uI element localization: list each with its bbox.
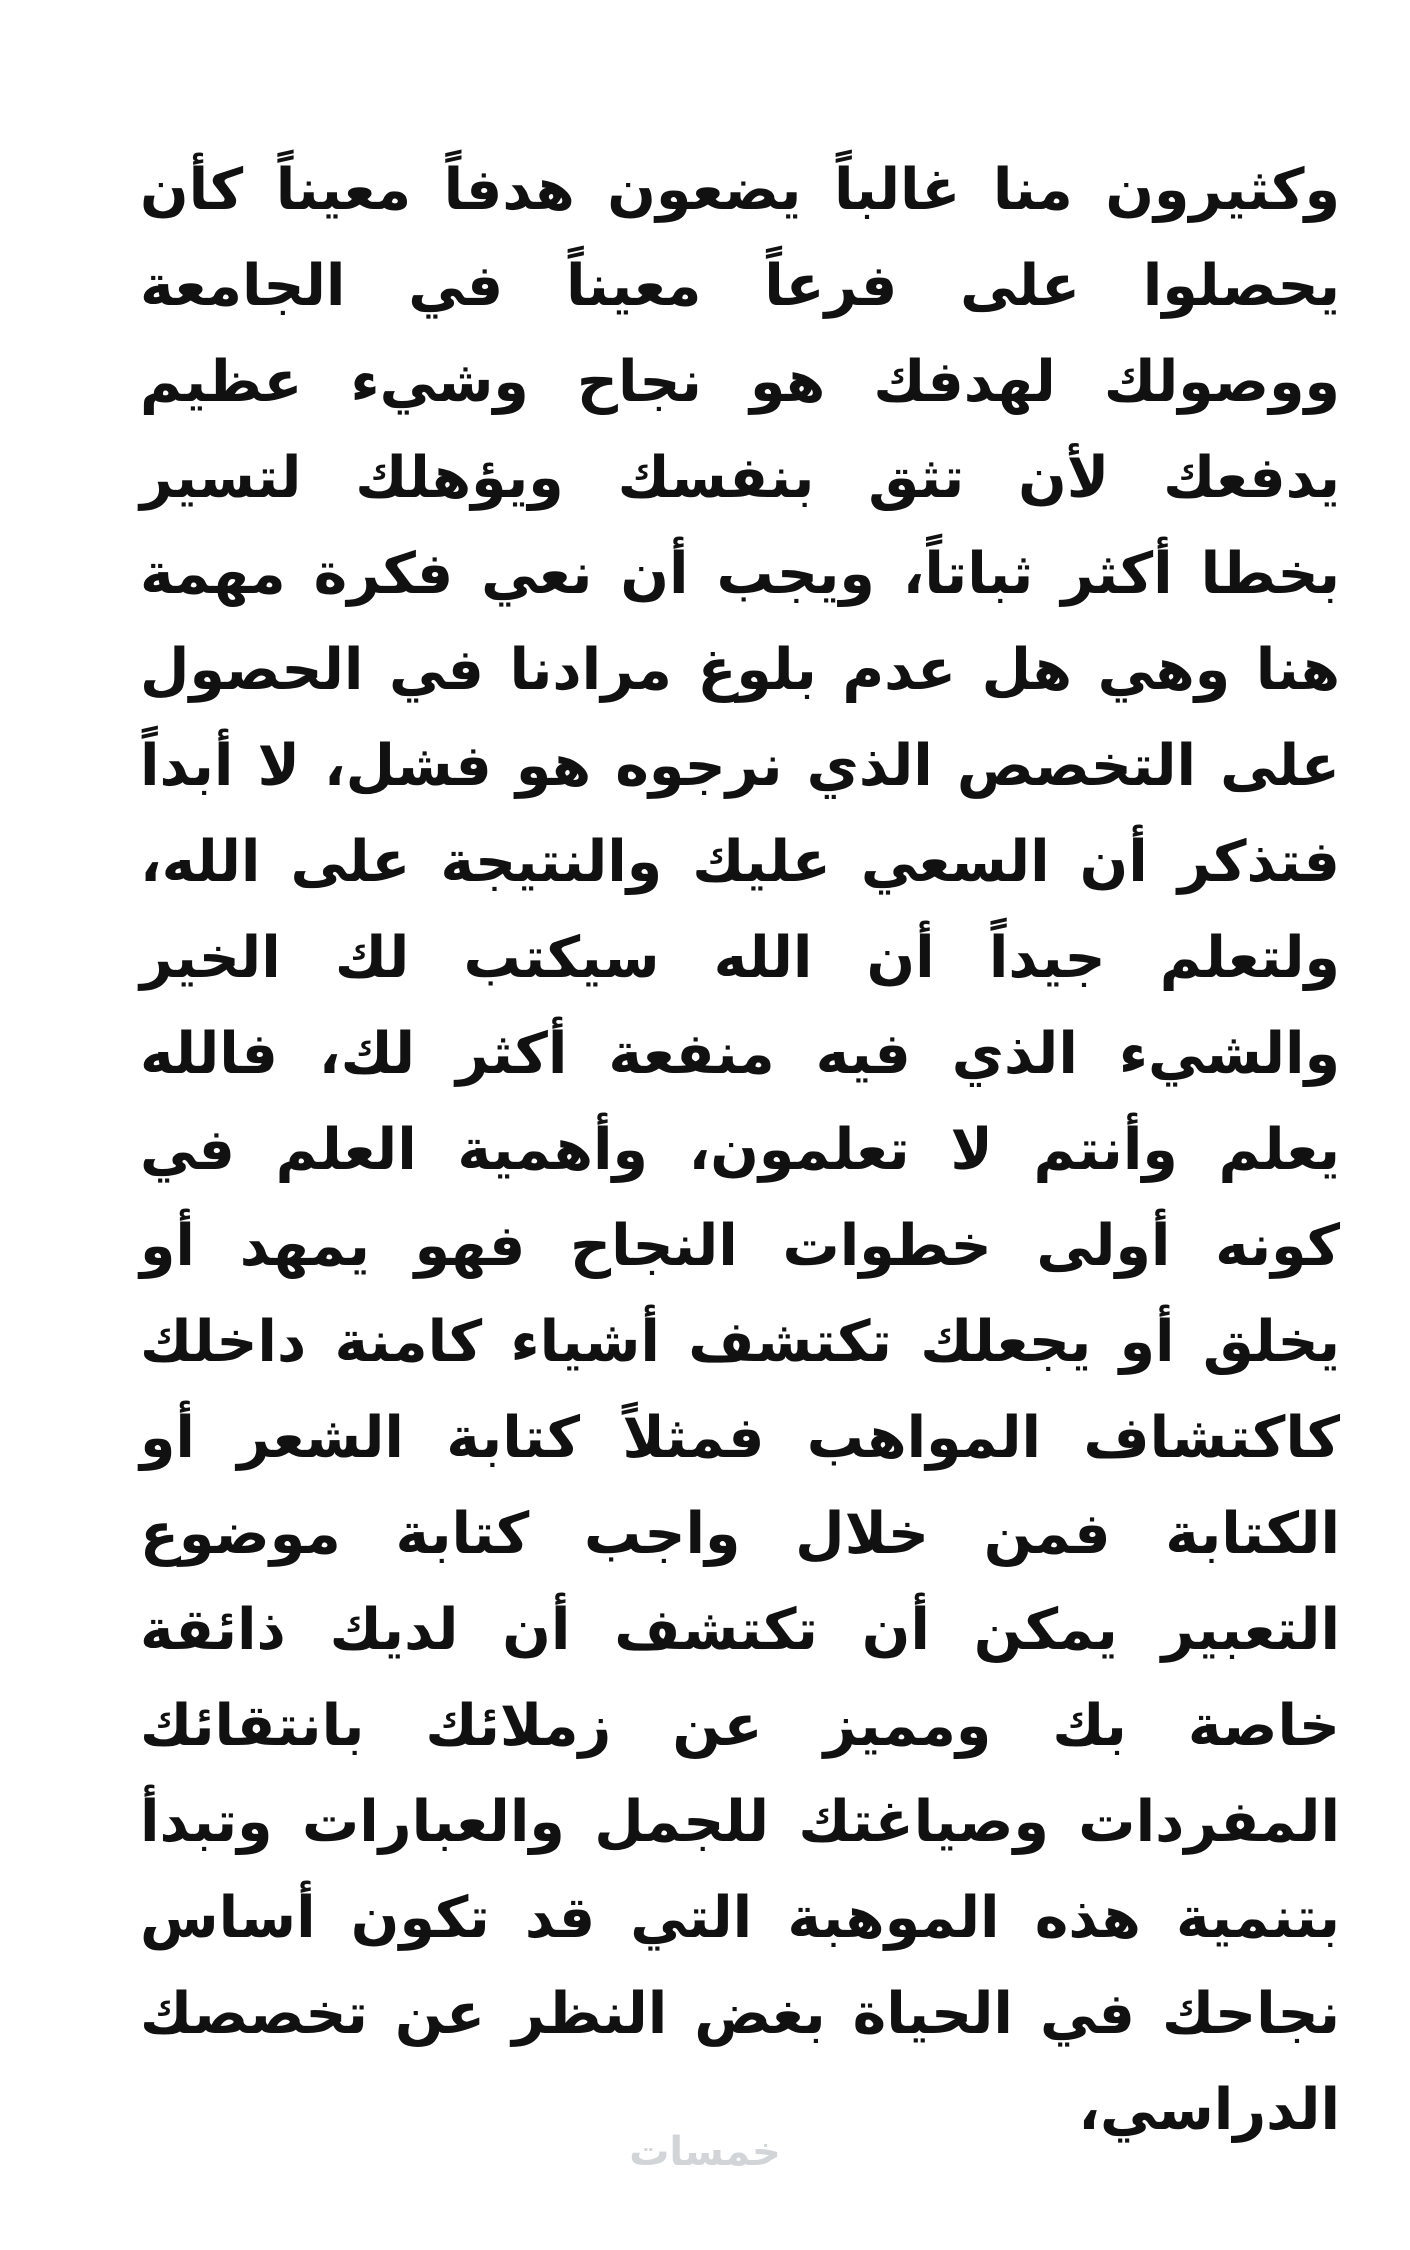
paragraph-line-3: ووصولك لهدفك هو نجاح وشيء عظيم xyxy=(140,349,1340,415)
article-paragraph xyxy=(140,142,1340,2158)
paragraph-line-13: يخلق أو يجعلك تكتشف أشياء كامنة داخلك xyxy=(140,1309,1340,1375)
paragraph-line-20: نجاحك في الحياة بغض النظر عن تخصصك xyxy=(140,1981,1340,2047)
paragraph-line-14: كاكتشاف المواهب فمثلاً كتابة الشعر أو xyxy=(140,1405,1340,1471)
paragraph-line-7: على التخصص الذي نرجوه هو فشل، لا أبداً xyxy=(140,733,1340,799)
paragraph-line-10: والشيء الذي فيه منفعة أكثر لك، فالله xyxy=(140,1021,1340,1087)
paragraph-line-18: المفردات وصياغتك للجمل والعبارات وتبدأ xyxy=(140,1789,1340,1855)
paragraph-line-4: يدفعك لأن تثق بنفسك ويؤهلك لتسير xyxy=(140,445,1340,511)
paragraph-line-2: يحصلوا على فرعاً معيناً في الجامعة xyxy=(140,253,1340,319)
paragraph-line-16: التعبير يمكن أن تكتشف أن لديك ذائقة xyxy=(140,1597,1340,1663)
paragraph-line-8: فتذكر أن السعي عليك والنتيجة على الله، xyxy=(140,829,1340,895)
paragraph-line-11: يعلم وأنتم لا تعلمون، وأهمية العلم في xyxy=(140,1117,1340,1183)
paragraph-line-19: بتنمية هذه الموهبة التي قد تكون أساس xyxy=(140,1885,1340,1951)
paragraph-line-12: كونه أولى خطوات النجاح فهو يمهد أو xyxy=(140,1213,1340,1279)
paragraph-line-9: ولتعلم جيداً أن الله سيكتب لك الخير xyxy=(140,925,1340,991)
paragraph-line-21: الدراسي، xyxy=(1078,2077,1340,2143)
paragraph-line-17: خاصة بك ومميز عن زملائك بانتقائك xyxy=(140,1693,1340,1759)
paragraph-line-15: الكتابة فمن خلال واجب كتابة موضوع xyxy=(140,1501,1340,1567)
paragraph-line-6: هنا وهي هل عدم بلوغ مرادنا في الحصول xyxy=(140,637,1340,703)
paragraph-line-1: وكثيرون منا غالباً يضعون هدفاً معيناً كأن xyxy=(140,157,1340,223)
khamsat-watermark: خمسات xyxy=(629,2129,781,2175)
paragraph-line-5: بخطا أكثر ثباتاً، ويجب أن نعي فكرة مهمة xyxy=(140,541,1340,607)
